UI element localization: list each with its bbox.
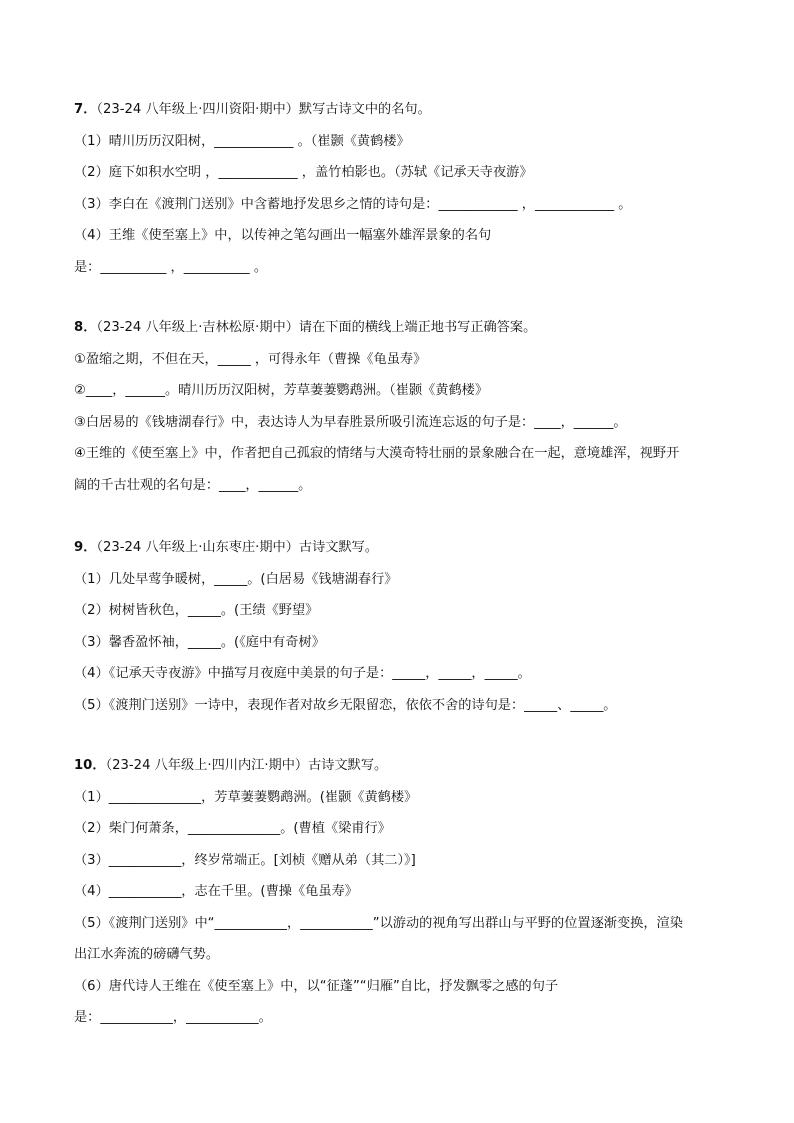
question-source: （23-24 八年级上·吉林松原·期中） bbox=[96, 320, 299, 335]
question-number: 9 bbox=[74, 540, 84, 555]
question-stem: 默写古诗文中的名句。 bbox=[298, 102, 431, 117]
question-line: （4）___________，志在千里。(曹操《龟虽寿》 bbox=[74, 884, 358, 899]
question-9 bbox=[74, 540, 734, 729]
question-line: （2）树树皆秋色，_____。(王绩《野望》 bbox=[74, 603, 319, 618]
question-stem: 古诗文默写。 bbox=[308, 758, 388, 773]
question-stem: 古诗文默写。 bbox=[298, 540, 379, 555]
question-line: （4）《记承天寺夜游》中描写月夜庭中美景的句子是：_____，_____，_____。 bbox=[74, 666, 531, 681]
question-line: （5）《渡荆门送别》一诗中，表现作者对故乡无限留恋，依依不舍的诗句是：_____、_____。 bbox=[74, 697, 617, 713]
question-line: 出江水奔流的磅礴气势。 bbox=[74, 947, 220, 962]
question-line: （4）王维《使至塞上》中，以传神之笔勾画出一幅塞外雄浑景象的名句 bbox=[74, 228, 492, 243]
question-line: （2）柴门何萧条，______________。(曹植《梁甫行》 bbox=[74, 821, 391, 836]
question-line: （3）李白在《渡荆门送别》中含蓄地抒发思乡之情的诗句是：____________ ，____________ 。 bbox=[74, 196, 632, 212]
question-line: （3）___________，终岁常端正。[刘桢《赠从弟（其二）》] bbox=[74, 852, 416, 868]
question-line: （6）唐代诗人王维在《使至塞上》中，以“征蓬”“归雁”自比，抒发飘零之感的句子 bbox=[74, 978, 559, 994]
question-source: （23-24 八年级上·四川资阳·期中） bbox=[96, 102, 299, 117]
question-line: ③白居易的《钱塘湖春行》中，表达诗人为早春胜景所吸引流连忘返的句子是：____，______。 bbox=[74, 414, 627, 430]
question-source: （23-24 八年级上·四川内江·期中） bbox=[105, 758, 309, 773]
question-line: （5）《渡荆门送别》中“___________，___________”以游动的视角写出群山与平野的位置逐渐变换，渲染 bbox=[74, 915, 683, 931]
question-line: 阔的千古壮观的名句是：____，______。 bbox=[74, 477, 312, 493]
question-heading: 10．（23-24 八年级上·四川内江·期中）古诗文默写。 bbox=[74, 758, 388, 773]
question-heading: 9．（23-24 八年级上·山东枣庄·期中）古诗文默写。 bbox=[74, 540, 379, 555]
question-line: 是：___________，___________。 bbox=[74, 1010, 272, 1025]
question-heading: 8．（23-24 八年级上·吉林松原·期中）请在下面的横线上端正地书写正确答案。 bbox=[74, 320, 537, 335]
question-heading: 7．（23-24 八年级上·四川资阳·期中）默写古诗文中的名句。 bbox=[74, 102, 431, 117]
question-line: （2）庭下如积水空明 ，____________ ，盖竹柏影也。（苏轼《记承天寺夜游》 bbox=[74, 165, 533, 180]
question-line: （1）晴川历历汉阳树，____________ 。（崔颢《黄鹤楼》 bbox=[74, 133, 410, 149]
question-10 bbox=[74, 758, 734, 1042]
question-line: ①盈缩之期，不但在天，_____ ，可得永年（曹操《龟虽寿》 bbox=[74, 351, 427, 367]
question-8 bbox=[74, 320, 734, 509]
question-number: 8 bbox=[74, 320, 84, 335]
question-line: ④王维的《使至塞上》中，作者把自己孤寂的情绪与大漠奇特壮丽的景象融合在一起，意境雄浑，视野开 bbox=[74, 446, 680, 461]
question-line: ②____，______。晴川历历汉阳树，芳草萋萋鹦鹉洲。（崔颢《黄鹤楼》 bbox=[74, 383, 489, 398]
question-number: 7 bbox=[74, 102, 84, 117]
question-stem: 请在下面的横线上端正地书写正确答案。 bbox=[298, 320, 537, 335]
question-line: （1）几处早莺争暖树，_____。(白居易《钱塘湖春行》 bbox=[74, 571, 398, 587]
question-line: （1）______________，芳草萋萋鹦鹉洲。(崔颢《黄鹤楼》 bbox=[74, 789, 418, 805]
question-7 bbox=[74, 102, 734, 291]
question-source: （23-24 八年级上·山东枣庄·期中） bbox=[96, 540, 299, 555]
question-number: 10 bbox=[74, 758, 93, 773]
question-line: 是：__________ ，__________ 。 bbox=[74, 259, 268, 275]
question-line: （3）馨香盈怀袖，_____。(《庭中有奇树》 bbox=[74, 634, 325, 650]
